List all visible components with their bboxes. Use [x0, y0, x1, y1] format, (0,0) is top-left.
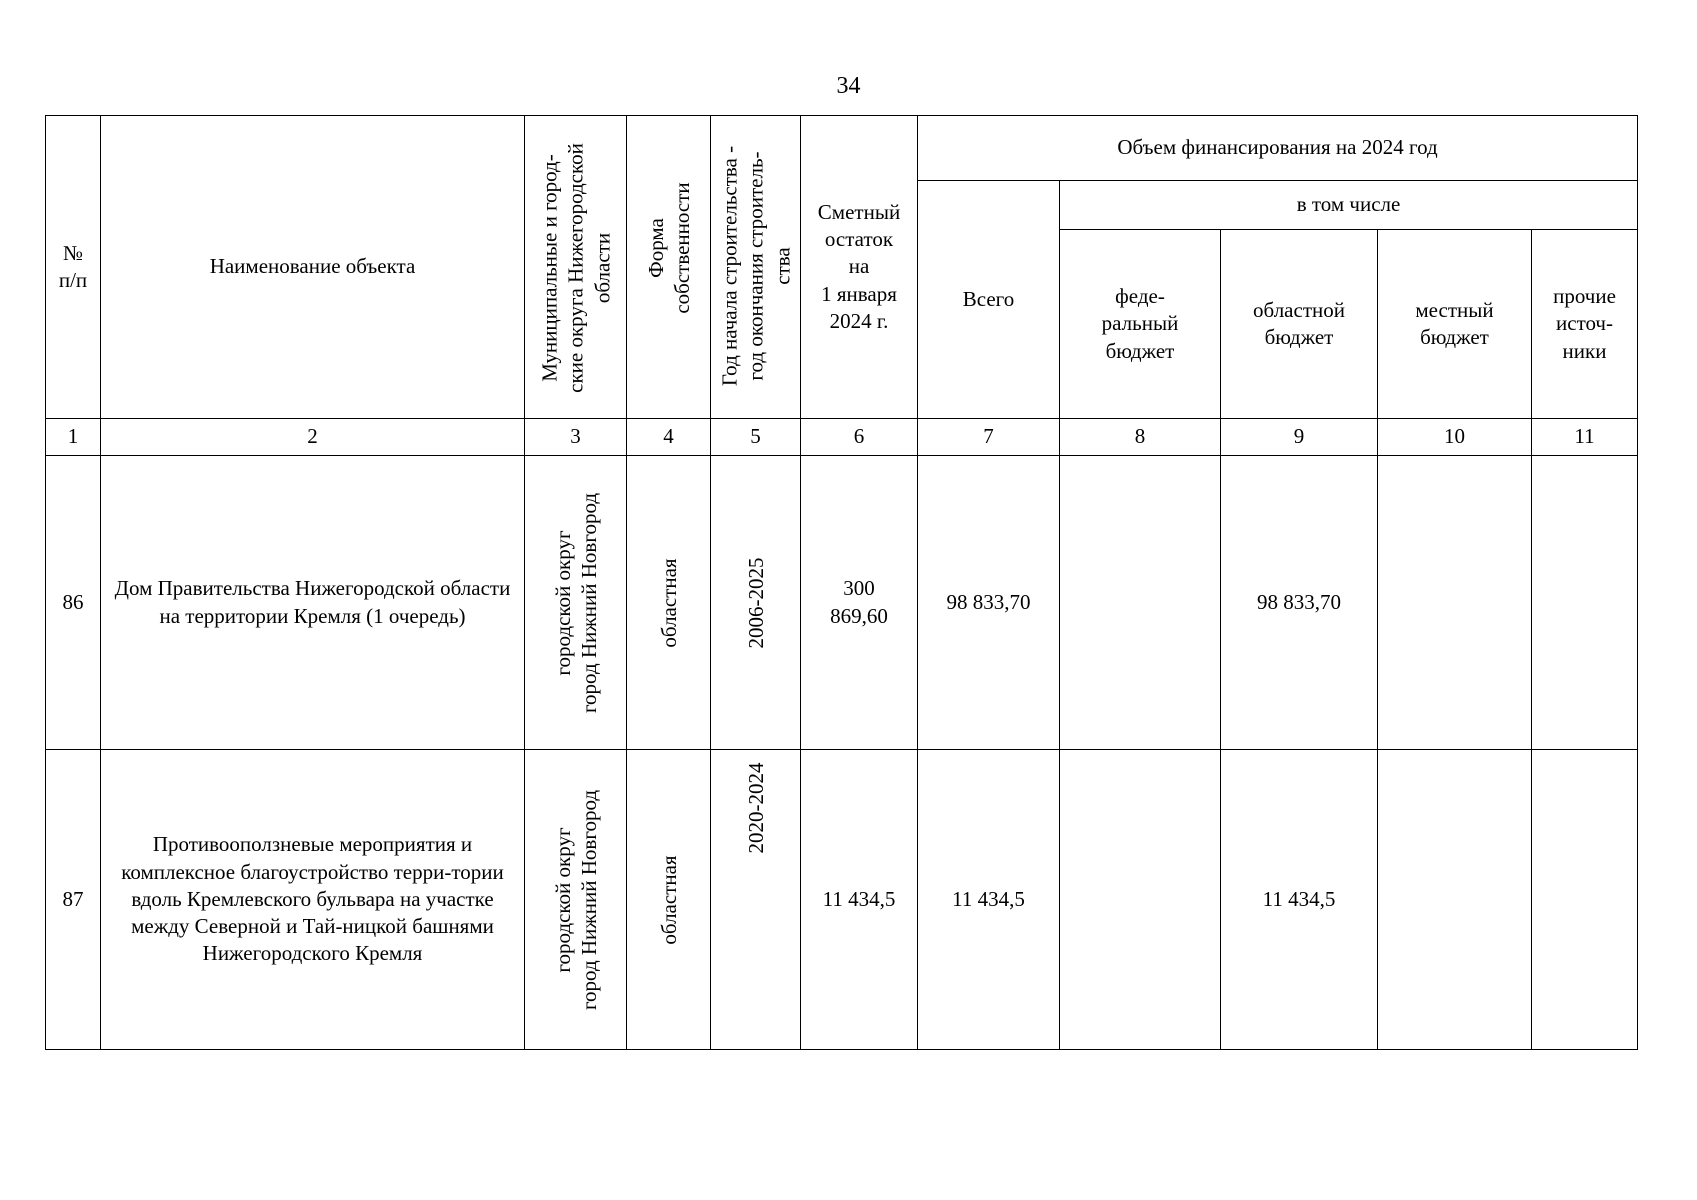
column-numbers-row — [46, 419, 1638, 456]
column-number: 2 — [101, 419, 525, 456]
header-municipal: Муниципальные и город- ские округа Нижегородской области — [525, 116, 627, 419]
object-name: Противооползневые мероприятия и комплексное благоустройство терри-тории вдоль Кремлевского бульвара на участке между Северной и Тай-ницкой башнями Нижегородского Кремля — [101, 750, 525, 1050]
header-ownership: Форма собственности — [627, 116, 711, 419]
header-total: Всего — [918, 181, 1060, 419]
estimate-cell: 11 434,5 — [801, 750, 918, 1050]
column-number: 6 — [801, 419, 918, 456]
column-number: 9 — [1221, 419, 1378, 456]
header-other: прочие источ- ники — [1532, 230, 1638, 419]
column-number: 4 — [627, 419, 711, 456]
row-number: 87 — [46, 750, 101, 1050]
other-cell — [1532, 750, 1638, 1050]
header-name: Наименование объекта — [101, 116, 525, 419]
total-cell: 11 434,5 — [918, 750, 1060, 1050]
header-num: № п/п — [46, 116, 101, 419]
object-name: Дом Правительства Нижегородской области на территории Кремля (1 очередь) — [101, 456, 525, 750]
local-cell — [1378, 456, 1532, 750]
header-years: Год начала строительства - год окончания строитель- ства — [711, 116, 801, 419]
local-cell — [1378, 750, 1532, 1050]
table-row — [46, 750, 1638, 1050]
column-number: 8 — [1060, 419, 1221, 456]
header-federal: феде- ральный бюджет — [1060, 230, 1221, 419]
federal-cell — [1060, 456, 1221, 750]
header-including: в том числе — [1060, 181, 1638, 230]
column-number: 5 — [711, 419, 801, 456]
municipal-cell: городской округ город Нижний Новгород — [525, 456, 627, 750]
header-regional: областной бюджет — [1221, 230, 1378, 419]
column-number: 7 — [918, 419, 1060, 456]
column-number: 10 — [1378, 419, 1532, 456]
regional-cell: 98 833,70 — [1221, 456, 1378, 750]
row-number: 86 — [46, 456, 101, 750]
column-number: 11 — [1532, 419, 1638, 456]
financing-table — [45, 115, 1638, 1050]
federal-cell — [1060, 750, 1221, 1050]
years-cell: 2020-2024 — [711, 750, 801, 1050]
years-cell: 2006-2025 — [711, 456, 801, 750]
header-row — [46, 116, 1638, 181]
page-number: 34 — [836, 73, 861, 99]
column-number: 3 — [525, 419, 627, 456]
header-funding-title: Объем финансирования на 2024 год — [918, 116, 1638, 181]
other-cell — [1532, 456, 1638, 750]
header-local: местный бюджет — [1378, 230, 1532, 419]
column-number: 1 — [46, 419, 101, 456]
estimate-cell: 300 869,60 — [801, 456, 918, 750]
municipal-cell: городской округ город Нижний Новгород — [525, 750, 627, 1050]
ownership-cell: областная — [627, 750, 711, 1050]
table-row — [46, 456, 1638, 750]
total-cell: 98 833,70 — [918, 456, 1060, 750]
ownership-cell: областная — [627, 456, 711, 750]
regional-cell: 11 434,5 — [1221, 750, 1378, 1050]
header-estimate: Сметный остаток на 1 января 2024 г. — [801, 116, 918, 419]
